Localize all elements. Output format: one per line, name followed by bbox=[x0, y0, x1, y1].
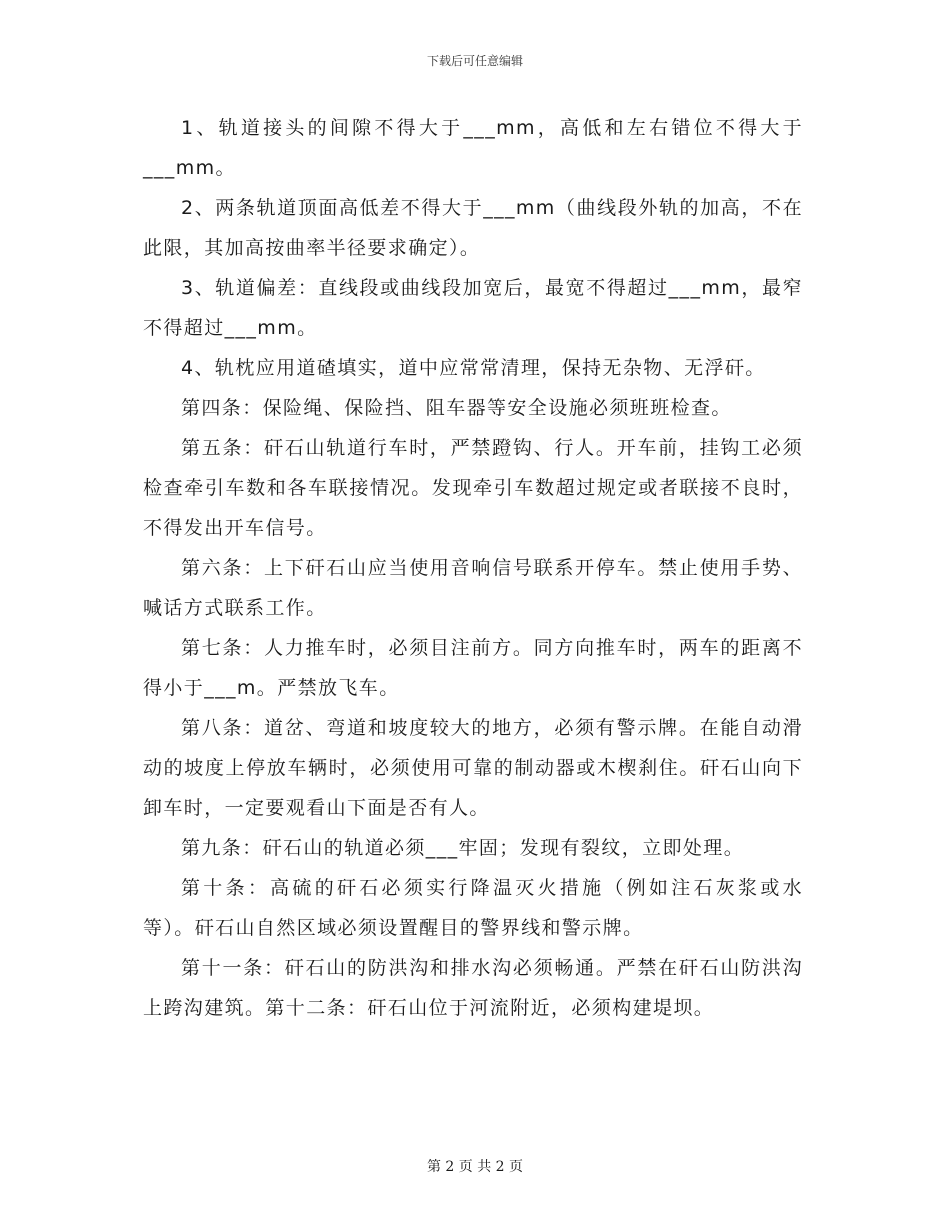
document-body bbox=[143, 108, 803, 1028]
paragraph-article-4: 第四条：保险绳、保险挡、阻车器等安全设施必须班班检查。 bbox=[181, 397, 732, 419]
page-footer-page-number: 第 2 页 共 2 页 bbox=[426, 1159, 524, 1175]
paragraph-rail-height-difference: 2、两条轨道顶面高低差不得大于___mm（曲线段外轨的加高，不在此限，其加高按曲率半径要求确定）。 bbox=[143, 197, 803, 259]
paragraph-article-11-12: 第十一条：矸石山的防洪沟和排水沟必须畅通。严禁在矸石山防洪沟上跨沟建筑。第十二条：矸石山位于河流附近，必须构建堤坝。 bbox=[143, 957, 803, 1019]
paragraph-article-5: 第五条：矸石山轨道行车时，严禁蹬钩、行人。开车前，挂钩工必须检查牵引车数和各车联接情况。发现牵引车数超过规定或者联接不良时，不得发出开车信号。 bbox=[143, 437, 803, 539]
paragraph-article-9: 第九条：矸石山的轨道必须___牢固；发现有裂纹，立即处理。 bbox=[181, 837, 745, 859]
paragraph-rail-joint-gap: 1、轨道接头的间隙不得大于___mm，高低和左右错位不得大于___mm。 bbox=[143, 117, 803, 179]
paragraph-article-8: 第八条：道岔、弯道和坡度较大的地方，必须有警示牌。在能自动滑动的坡度上停放车辆时，必须使用可靠的制动器或木楔刹住。矸石山向下卸车时，一定要观看山下面是否有人。 bbox=[143, 717, 803, 819]
page-header: 下载后可任意编辑 bbox=[426, 54, 523, 68]
paragraph-rail-deviation: 3、轨道偏差：直线段或曲线段加宽后，最宽不得超过___mm，最窄不得超过___mm。 bbox=[143, 277, 803, 339]
paragraph-sleeper-ballast: 4、轨枕应用道碴填实，道中应常常清理，保持无杂物、无浮矸。 bbox=[181, 357, 766, 379]
paragraph-article-6: 第六条：上下矸石山应当使用音响信号联系开停车。禁止使用手势、喊话方式联系工作。 bbox=[143, 557, 803, 619]
paragraph-article-10: 第十条：高硫的矸石必须实行降温灭火措施（例如注石灰浆或水等）。矸石山自然区域必须设置醒目的警界线和警示牌。 bbox=[143, 877, 803, 939]
paragraph-article-7: 第七条：人力推车时，必须目注前方。同方向推车时，两车的距离不得小于___m。严禁放飞车。 bbox=[143, 637, 803, 699]
